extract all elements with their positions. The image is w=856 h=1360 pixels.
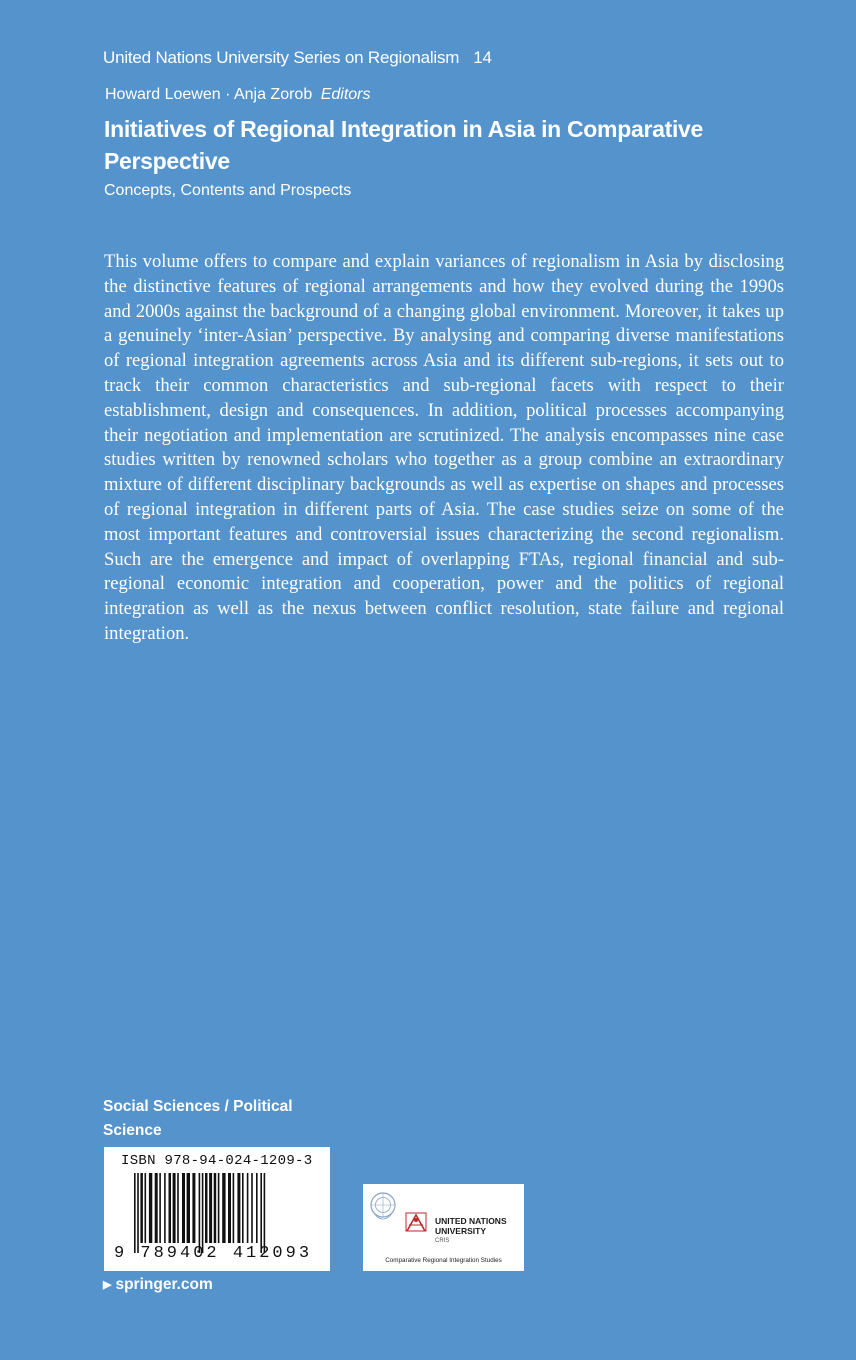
barcode-bar	[222, 1173, 225, 1243]
isbn-barcode	[104, 1147, 330, 1271]
website-label: springer.com	[115, 1276, 213, 1293]
barcode-bar	[173, 1173, 176, 1243]
barcode-bar	[237, 1173, 240, 1243]
barcode-bar	[247, 1173, 249, 1243]
barcode-bar	[205, 1173, 208, 1243]
editors-line	[105, 86, 370, 104]
play-arrow-icon: ▶	[103, 1279, 112, 1291]
unu-org-name	[435, 1216, 507, 1236]
subject-category: Social Sciences / Political Science	[103, 1098, 293, 1139]
barcode-bar	[260, 1173, 262, 1253]
barcode-bar	[192, 1173, 195, 1243]
barcode-bar	[218, 1173, 220, 1243]
barcode-bar	[145, 1173, 147, 1243]
book-title: Initiatives of Regional Integration in Asia in Comparative Perspective	[104, 116, 704, 174]
cris-emblem-icon	[406, 1213, 426, 1231]
barcode-bar	[177, 1173, 179, 1243]
barcode-bar	[242, 1173, 244, 1243]
barcode-bar	[155, 1173, 158, 1243]
barcode-bar	[214, 1173, 217, 1243]
series-name: United Nations University Series on Regionalism	[103, 48, 460, 67]
barcode-bar	[159, 1173, 161, 1243]
barcode-bar	[199, 1173, 201, 1253]
barcode-bar	[169, 1173, 172, 1243]
logo-caption: Comparative Regional Integration Studies	[385, 1257, 502, 1264]
barcode-bar	[187, 1173, 190, 1243]
barcode-bar	[233, 1173, 235, 1243]
barcode-bar	[182, 1173, 185, 1243]
org-line-2: UNIVERSITY	[435, 1226, 487, 1236]
barcode-bar	[140, 1173, 143, 1243]
book-subtitle: Concepts, Contents and Prospects	[104, 182, 352, 199]
barcode-bar	[251, 1173, 253, 1243]
editor-role: Editors	[320, 86, 371, 103]
barcode-bar	[209, 1173, 212, 1243]
barcode-bar	[164, 1173, 166, 1243]
un-emblem-icon	[371, 1193, 395, 1219]
barcode-bar	[202, 1173, 204, 1253]
series-number: 14	[473, 48, 492, 67]
back-cover-blurb: This volume offers to compare and explain variances of regionalism in Asia by disclosing the distinctive features of regional arrangements and how they evolved during the 1990s and 2000s against the background of a changing global environment. Moreover, it takes up a genuinely ‘inter-Asian’ perspective. By analysing and comparing diverse manifestations of regional integration agreements across Asia and its different sub-regions, it sets out to track their common characteristics and sub-regional facets with respect to their establishment, design and consequences. In addition, political processes accompanying their negotiation and implementation are scrutinized. The analysis encompasses nine case studies written by renowned scholars who together as a group combine an extraordinary mixture of different disciplinary backgrounds as well as expertise on shapes and processes of regional integration in different parts of Asia. The case studies seize on some of the most important features and controversial issues characterizing the second regionalism. Such are the emergence and impact of overlapping FTAs, regional financial and sub-regional economic integration and cooperation, power and the politics of regional integration as well as the nexus between conflict resolution, state failure and regional integration.	[104, 251, 784, 644]
springer-link[interactable]	[103, 1276, 213, 1294]
barcode-bar	[149, 1173, 152, 1243]
isbn-label: ISBN 978-94-024-1209-3	[121, 1153, 313, 1169]
barcode-digits: 9 789402 412093	[114, 1244, 313, 1263]
barcode-bar	[264, 1173, 266, 1253]
barcode-bar	[228, 1173, 231, 1243]
barcode-bar	[137, 1173, 139, 1253]
unu-cris-logo	[363, 1184, 524, 1271]
series-line	[103, 48, 492, 68]
org-line-1: UNITED NATIONS	[435, 1216, 507, 1226]
barcode-bar	[256, 1173, 258, 1243]
cris-label: CRIS	[435, 1238, 450, 1244]
editor-names: Howard Loewen · Anja Zorob	[105, 86, 313, 103]
barcode-bar	[134, 1173, 136, 1253]
